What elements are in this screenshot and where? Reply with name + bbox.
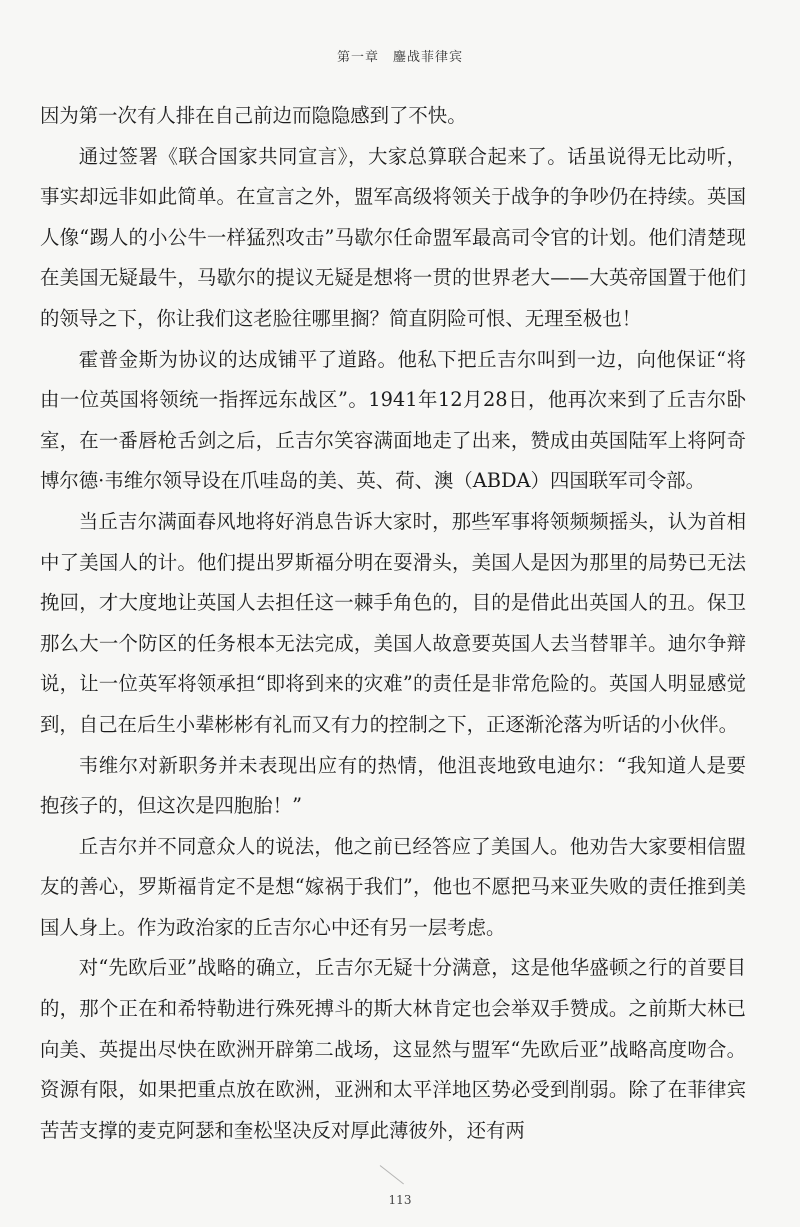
page-number: 113 [388, 1193, 412, 1207]
running-header: 第一章 鏖战菲律宾 [336, 50, 463, 65]
paragraph-3: 霍普金斯为协议的达成铺平了道路。他私下把丘吉尔叫到一边，向他保证“将由一位英国将领统一指挥远东战区”。1941年12月28日，他再次来到了丘吉尔卧室，在一番唇枪舌剑之后，丘吉尔笑容满面地走了出来，赞成由英国陆军上将阿奇博尔德·韦维尔领导设在爪哇岛的美、英、荷、澳（ABDA）四国联军司令部。 [40, 347, 746, 493]
paragraph-1: 因为第一次有人排在自己前边而隐隐感到了不快。 [40, 104, 467, 127]
body-text [40, 96, 746, 1151]
paragraph-6: 丘吉尔并不同意众人的说法，他之前已经答应了美国人。他劝告大家要相信盟友的善心，罗斯福肯定不是想“嫁祸于我们”，他也不愿把马来亚失败的责任推到美国人身上。作为政治家的丘吉尔心中还有另一层考虑。 [40, 834, 746, 939]
paragraph-4: 当丘吉尔满面春风地将好消息告诉大家时，那些军事将领频频摇头，认为首相中了美国人的计。他们提出罗斯福分明在耍滑头，美国人是因为那里的局势已无法挽回，才大度地让英国人去担任这一棘手角色的，目的是借此出英国人的丑。保卫那么大一个防区的任务根本无法完成，美国人故意要英国人去当替罪羊。迪尔争辩说，让一位英军将领承担“即将到来的灾难”的责任是非常危险的。英国人明显感觉到，自己在后生小辈彬彬有礼而又有力的控制之下，正逐渐沦落为听话的小伙伴。 [40, 509, 746, 736]
paragraph-7: 对“先欧后亚”战略的确立，丘吉尔无疑十分满意，这是他华盛顿之行的首要目的，那个正在和希特勒进行殊死搏斗的斯大林肯定也会举双手赞成。之前斯大林已向美、英提出尽快在欧洲开辟第二战场，这显然与盟军“先欧后亚”战略高度吻合。资源有限，如果把重点放在欧洲，亚洲和太平洋地区势必受到削弱。除了在菲律宾苦苦支撑的麦克阿瑟和奎松坚决反对厚此薄彼外，还有两 [40, 956, 746, 1142]
paragraph-5: 韦维尔对新职务并未表现出应有的热情，他沮丧地致电迪尔：“我知道人是要抱孩子的，但这次是四胞胎！” [40, 753, 746, 818]
scan-mark [380, 1165, 404, 1184]
paragraph-2: 通过签署《联合国家共同宣言》，大家总算联合起来了。话虽说得无比动听，事实却远非如此简单。在宣言之外，盟军高级将领关于战争的争吵仍在持续。英国人像“踢人的小公牛一样猛烈攻击”马歇尔任命盟军最高司令官的计划。他们清楚现在美国无疑最牛，马歇尔的提议无疑是想将一贯的世界老大——大英帝国置于他们的领导之下，你让我们这老脸往哪里搁？简直阴险可恨、无理至极也！ [40, 144, 746, 330]
